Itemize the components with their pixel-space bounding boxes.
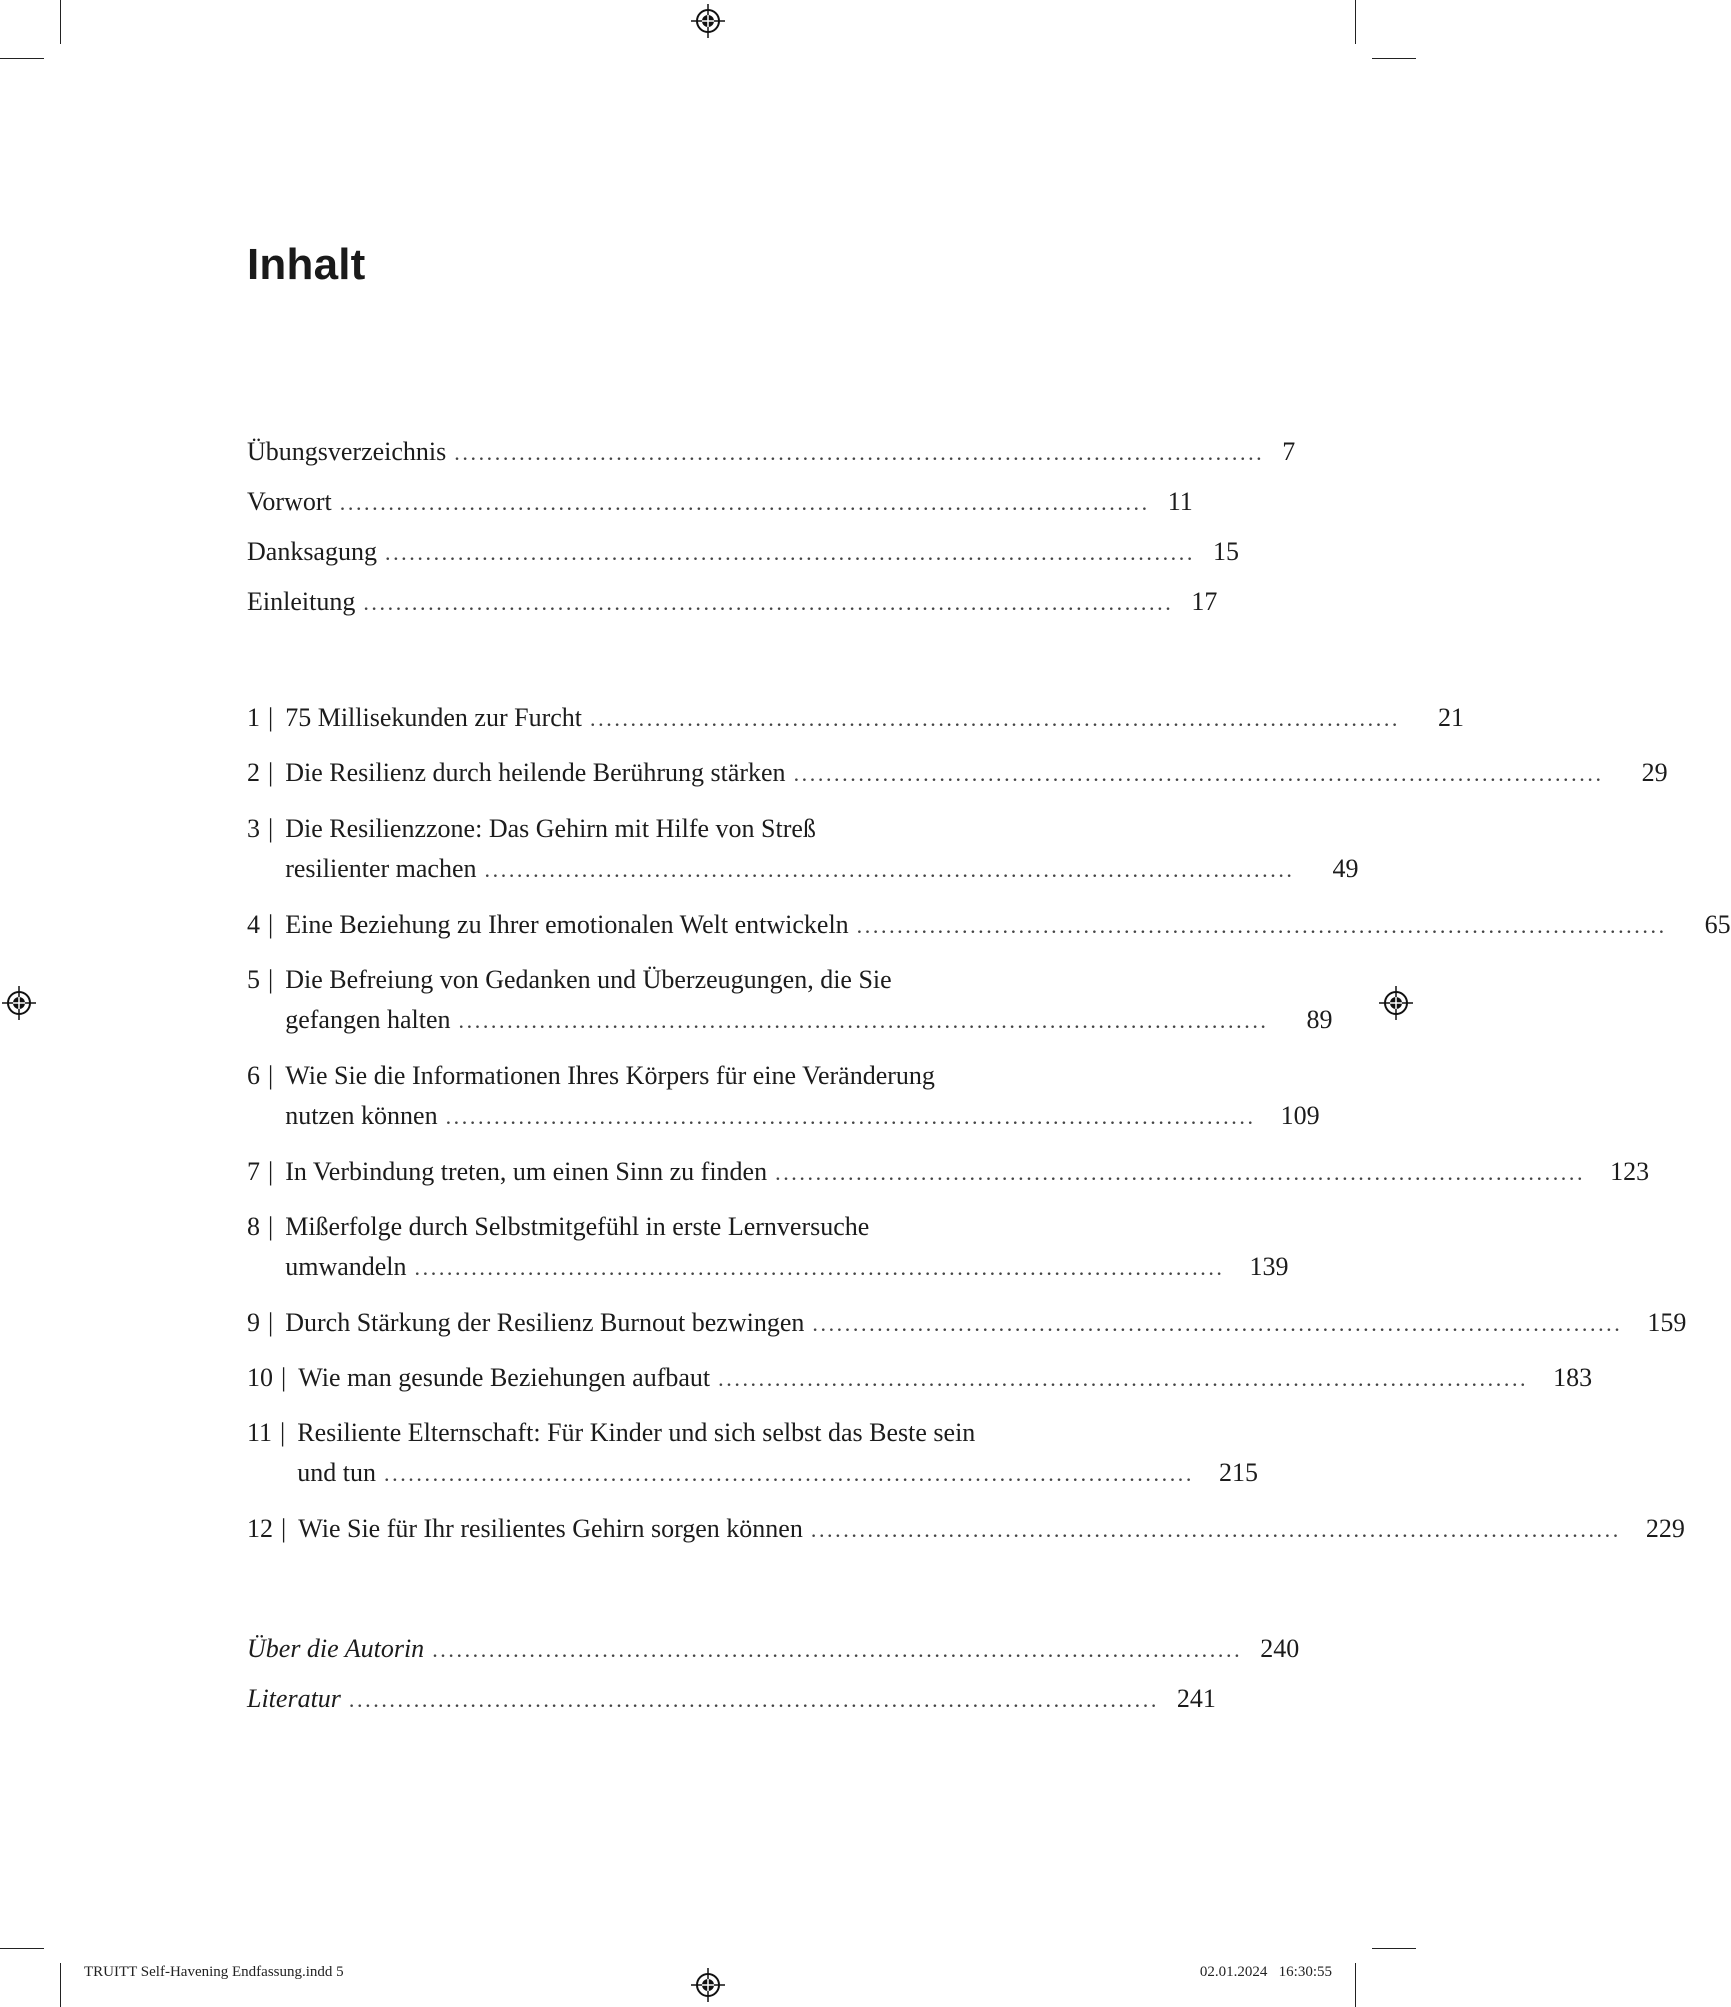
toc-entry-label: Einleitung	[247, 587, 356, 616]
leader-dots: ....................................................................................................	[363, 590, 1174, 615]
leader-dots: ....................................................................................................	[414, 1255, 1225, 1280]
toc-entry	[247, 1684, 1216, 1734]
toc-entry-page: 240	[1260, 1634, 1300, 1663]
chapter-entry	[247, 1061, 1320, 1157]
chapter-number: 12	[247, 1514, 273, 1543]
chapter-entry	[247, 758, 1668, 814]
chapter-entry	[247, 1514, 1685, 1569]
chapter-title: Eine Beziehung zu Ihrer emotionalen Welt entwickeln	[285, 910, 849, 939]
chapter-page: 159	[1647, 1308, 1687, 1337]
chapter-title: 75 Millisekunden zur Furcht	[285, 703, 583, 732]
leader-dots: ....................................................................................................	[432, 1637, 1243, 1662]
leader-dots: ....................................................................................................	[812, 1311, 1623, 1336]
chapter-title: Resiliente Elternschaft: Für Kinder und sich selbst das Beste sein	[297, 1418, 976, 1447]
separator-bar: |	[268, 758, 274, 787]
leader-dots: ....................................................................................................	[339, 490, 1150, 515]
crop-mark	[0, 58, 44, 59]
chapter-page: 215	[1219, 1458, 1258, 1487]
registration-mark-icon	[2, 986, 36, 1020]
chapter-number: 6	[247, 1061, 260, 1090]
chapter-page: 123	[1610, 1157, 1650, 1186]
footer-file-name: TRUITT Self-Havening Endfassung.indd 5	[84, 1964, 344, 1980]
leader-dots: ....................................................................................................	[775, 1160, 1586, 1185]
toc-chapters	[247, 703, 1731, 1569]
page-title: Inhalt	[247, 240, 366, 289]
separator-bar: |	[281, 1363, 287, 1392]
chapter-entry	[247, 814, 1359, 910]
chapter-number: 3	[247, 814, 260, 843]
leader-dots: ....................................................................................................	[384, 540, 1195, 565]
chapter-number: 11	[247, 1418, 273, 1447]
crop-mark	[0, 1948, 44, 1949]
toc-entry-page: 17	[1191, 587, 1218, 616]
chapter-number: 8	[247, 1212, 260, 1241]
separator-bar: |	[268, 1157, 274, 1186]
chapter-page: 89	[1306, 1005, 1333, 1034]
chapter-title: Durch Stärkung der Resilienz Burnout bezwingen	[285, 1308, 805, 1337]
chapter-title-continued: und tun	[297, 1458, 376, 1487]
separator-bar: |	[268, 1061, 274, 1090]
chapter-title: Die Resilienz durch heilende Berührung stärken	[285, 758, 786, 787]
crop-mark	[1372, 1948, 1416, 1949]
leader-dots: ....................................................................................................	[856, 913, 1667, 938]
chapter-title: In Verbindung treten, um einen Sinn zu finden	[285, 1157, 768, 1186]
crop-mark	[1355, 0, 1356, 44]
chapter-page: 29	[1641, 758, 1668, 787]
toc-entry-label: Übungsverzeichnis	[247, 437, 447, 466]
registration-mark-icon	[691, 1968, 725, 2002]
toc-entry-page: 241	[1176, 1684, 1216, 1713]
crop-mark	[60, 0, 61, 44]
chapter-number: 10	[247, 1363, 273, 1392]
toc-front-matter	[247, 437, 1296, 637]
toc-entry-label: Danksagung	[247, 537, 377, 566]
registration-mark-icon	[691, 4, 725, 38]
crop-mark	[1372, 58, 1416, 59]
chapter-number: 5	[247, 965, 260, 994]
leader-dots: ....................................................................................................	[384, 1461, 1194, 1486]
chapter-title-continued: gefangen halten	[285, 1005, 451, 1034]
chapter-entry	[247, 1363, 1593, 1418]
chapter-number: 1	[247, 703, 260, 732]
chapter-title-continued: resilienter machen	[285, 854, 477, 883]
chapter-entry	[247, 703, 1465, 758]
leader-dots: ....................................................................................................	[348, 1687, 1159, 1712]
crop-mark	[60, 1963, 61, 2007]
chapter-number: 7	[247, 1157, 260, 1186]
footer-date: 02.01.2024	[1199, 1964, 1268, 1980]
chapter-title: Die Befreiung von Gedanken und Überzeugungen, die Sie	[285, 965, 892, 994]
chapter-page: 109	[1280, 1101, 1320, 1130]
chapter-title: Wie Sie die Informationen Ihres Körpers für eine Veränderung	[285, 1061, 935, 1090]
leader-dots: ....................................................................................................	[810, 1517, 1621, 1542]
toc-entry-label: Vorwort	[247, 487, 332, 516]
registration-mark-icon	[1379, 986, 1413, 1020]
chapter-title-continued: umwandeln	[285, 1252, 407, 1281]
separator-bar: |	[268, 910, 274, 939]
chapter-page: 49	[1332, 854, 1359, 883]
separator-bar: |	[281, 1514, 287, 1543]
separator-bar: |	[268, 814, 274, 843]
separator-bar: |	[268, 703, 274, 732]
footer-time: 16:30:55	[1278, 1964, 1332, 1980]
chapter-page: 21	[1438, 703, 1465, 732]
leader-dots: ....................................................................................................	[484, 857, 1295, 882]
separator-bar: |	[268, 1308, 274, 1337]
chapter-title: Mißerfolge durch Selbstmitgefühl in erste Lernversuche	[285, 1212, 870, 1241]
toc-entry	[247, 537, 1239, 587]
chapter-page: 183	[1553, 1363, 1593, 1392]
toc-entry-page: 15	[1212, 537, 1239, 566]
chapter-title-continued: nutzen können	[285, 1101, 438, 1130]
chapter-entry	[247, 1308, 1687, 1363]
chapter-entry	[247, 965, 1333, 1061]
chapter-number: 4	[247, 910, 260, 939]
chapter-title: Wie man gesunde Beziehungen aufbaut	[298, 1363, 711, 1392]
chapter-entry	[247, 1212, 1289, 1308]
toc-entry	[247, 487, 1193, 537]
separator-bar: |	[268, 1212, 274, 1241]
chapter-title: Wie Sie für Ihr resilientes Gehirn sorgen können	[298, 1514, 803, 1543]
leader-dots: ....................................................................................................	[793, 761, 1604, 786]
crop-mark	[1355, 1963, 1356, 2007]
separator-bar: |	[280, 1418, 286, 1447]
leader-dots: ....................................................................................................	[718, 1366, 1529, 1391]
chapter-entry	[247, 1157, 1650, 1212]
toc-entry-page: 7	[1282, 437, 1296, 466]
chapter-page: 65	[1704, 910, 1731, 939]
chapter-title: Die Resilienzzone: Das Gehirn mit Hilfe von Streß	[285, 814, 816, 843]
toc-entry	[247, 1634, 1300, 1684]
toc-entry	[247, 437, 1296, 487]
leader-dots: ....................................................................................................	[454, 440, 1265, 465]
separator-bar: |	[268, 965, 274, 994]
chapter-number: 2	[247, 758, 260, 787]
toc-entry	[247, 587, 1218, 637]
toc-entry-label: Literatur	[247, 1684, 341, 1713]
chapter-number: 9	[247, 1308, 260, 1337]
chapter-page: 229	[1645, 1514, 1685, 1543]
toc-entry-page: 11	[1167, 487, 1193, 516]
leader-dots: ....................................................................................................	[445, 1104, 1256, 1129]
chapter-page: 139	[1249, 1252, 1289, 1281]
toc-back-matter	[247, 1634, 1300, 1734]
leader-dots: ....................................................................................................	[590, 706, 1401, 731]
toc-entry-label: Über die Autorin	[247, 1634, 425, 1663]
leader-dots: ....................................................................................................	[458, 1008, 1269, 1033]
chapter-entry	[247, 910, 1731, 965]
footer-timestamp	[1200, 1964, 1332, 1981]
chapter-entry	[247, 1418, 1258, 1514]
